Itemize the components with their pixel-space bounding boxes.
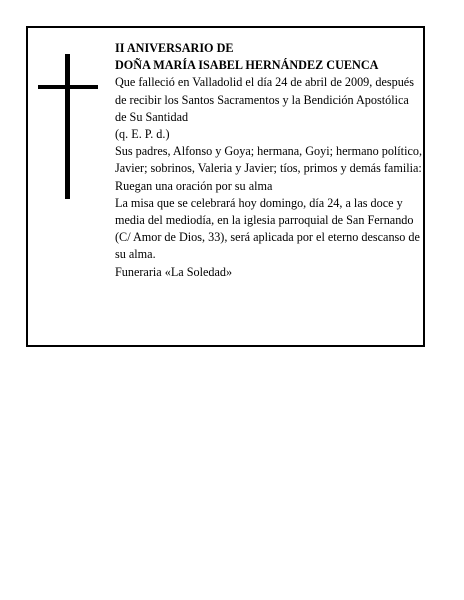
cross-vertical-bar [65, 54, 70, 199]
funeral-home: Funeraria «La Soledad» [115, 264, 233, 279]
heading-line-2: DOÑA MARÍA ISABEL HERNÁNDEZ CUENCA [115, 58, 379, 73]
family-list: Sus padres, Alfonso y Goya; hermana, Goyi; hermano político, Javier; sobrinos, Valeria y Javier; tíos, primos y demás familia: [115, 144, 423, 176]
cross-horizontal-bar [38, 85, 98, 89]
rip-abbreviation: (q. E. P. d.) [115, 127, 170, 142]
notice-text [115, 40, 423, 281]
prayer-request: Ruegan una oración por su alma [115, 178, 273, 193]
death-statement: Que falleció en Valladolid el día 24 de abril de 2009, después de recibir los Santos Sacramentos y la Bendición Apostólica de Su Santidad [115, 75, 414, 124]
obituary-notice [26, 26, 425, 347]
mass-info: La misa que se celebrará hoy domingo, día 24, a las doce y media del mediodía, en la iglesia parroquial de San Fernando (C/ Amor de Dios, 33), será aplicada por el eterno descanso de su alma. [115, 195, 420, 262]
cross-icon [38, 54, 98, 199]
heading-line-1: II ANIVERSARIO DE [115, 41, 234, 55]
